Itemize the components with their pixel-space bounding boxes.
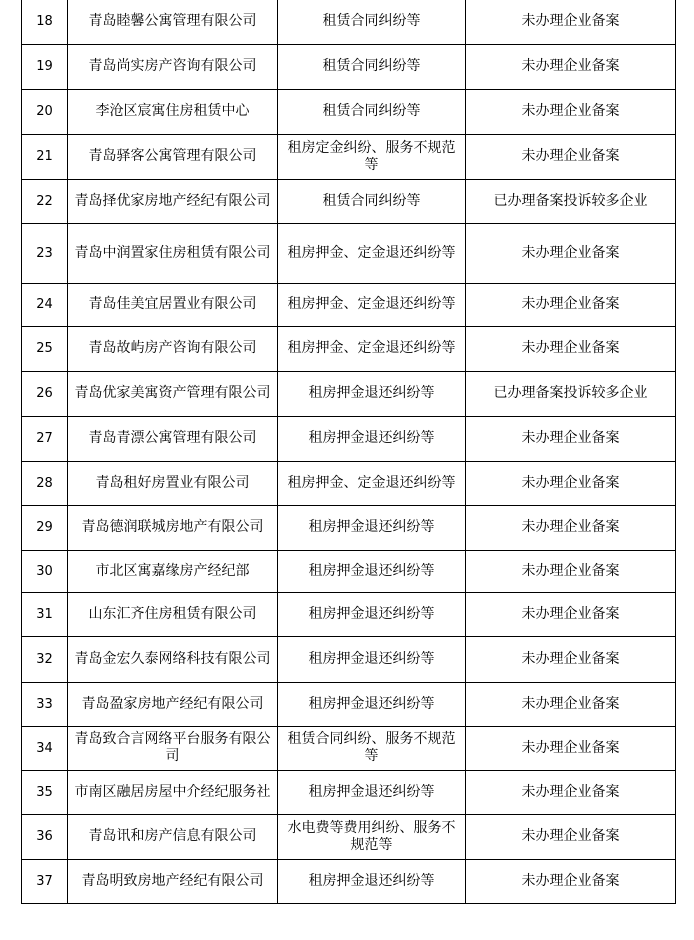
complaint-issue: 租房定金纠纷、服务不规范等 — [278, 134, 466, 179]
filing-status: 已办理备案投诉较多企业 — [466, 371, 676, 416]
company-name: 市北区寓嘉缘房产经纪部 — [68, 550, 278, 592]
filing-status: 未办理企业备案 — [466, 814, 676, 859]
table-row — [22, 89, 676, 134]
filing-status: 未办理企业备案 — [466, 283, 676, 326]
company-name: 李沧区宸寓住房租赁中心 — [68, 89, 278, 134]
company-name: 青岛驿客公寓管理有限公司 — [68, 134, 278, 179]
company-name: 青岛租好房置业有限公司 — [68, 461, 278, 505]
complaint-issue: 租房押金退还纠纷等 — [278, 636, 466, 682]
row-number: 25 — [22, 326, 68, 371]
table-row — [22, 461, 676, 505]
row-number: 23 — [22, 223, 68, 283]
table-row — [22, 636, 676, 682]
table-row — [22, 859, 676, 903]
company-name: 青岛睦馨公寓管理有限公司 — [68, 0, 278, 44]
complaint-issue: 租赁合同纠纷、服务不规范等 — [278, 726, 466, 770]
row-number: 28 — [22, 461, 68, 505]
company-name: 青岛金宏久泰网络科技有限公司 — [68, 636, 278, 682]
row-number: 37 — [22, 859, 68, 903]
complaint-issue: 租房押金退还纠纷等 — [278, 416, 466, 461]
company-name: 青岛尚实房产咨询有限公司 — [68, 44, 278, 89]
complaint-issue: 租房押金、定金退还纠纷等 — [278, 283, 466, 326]
table-row — [22, 0, 676, 44]
row-number: 26 — [22, 371, 68, 416]
table-row — [22, 505, 676, 550]
filing-status: 已办理备案投诉较多企业 — [466, 179, 676, 223]
company-name: 青岛青漂公寓管理有限公司 — [68, 416, 278, 461]
table-row — [22, 814, 676, 859]
filing-status: 未办理企业备案 — [466, 0, 676, 44]
filing-status: 未办理企业备案 — [466, 44, 676, 89]
complaint-issue: 租房押金退还纠纷等 — [278, 550, 466, 592]
row-number: 36 — [22, 814, 68, 859]
company-name: 青岛致合言网络平台服务有限公司 — [68, 726, 278, 770]
table-row — [22, 223, 676, 283]
table-row — [22, 682, 676, 726]
filing-status: 未办理企业备案 — [466, 682, 676, 726]
complaint-issue: 租房押金退还纠纷等 — [278, 371, 466, 416]
company-name: 青岛中润置家住房租赁有限公司 — [68, 223, 278, 283]
complaint-issue: 租赁合同纠纷等 — [278, 0, 466, 44]
filing-status: 未办理企业备案 — [466, 326, 676, 371]
filing-status: 未办理企业备案 — [466, 859, 676, 903]
row-number: 19 — [22, 44, 68, 89]
complaint-issue: 租房押金退还纠纷等 — [278, 682, 466, 726]
row-number: 24 — [22, 283, 68, 326]
row-number: 30 — [22, 550, 68, 592]
table-row — [22, 134, 676, 179]
company-name: 青岛讯和房产信息有限公司 — [68, 814, 278, 859]
filing-status: 未办理企业备案 — [466, 416, 676, 461]
row-number: 32 — [22, 636, 68, 682]
table-row — [22, 550, 676, 592]
table-row — [22, 726, 676, 770]
filing-status: 未办理企业备案 — [466, 592, 676, 636]
company-name: 青岛优家美寓资产管理有限公司 — [68, 371, 278, 416]
filing-status: 未办理企业备案 — [466, 550, 676, 592]
row-number: 35 — [22, 770, 68, 814]
filing-status: 未办理企业备案 — [466, 134, 676, 179]
company-name: 青岛明致房地产经纪有限公司 — [68, 859, 278, 903]
company-name: 青岛盈家房地产经纪有限公司 — [68, 682, 278, 726]
complaint-issue: 租赁合同纠纷等 — [278, 89, 466, 134]
company-name: 青岛佳美宜居置业有限公司 — [68, 283, 278, 326]
company-name: 青岛故屿房产咨询有限公司 — [68, 326, 278, 371]
row-number: 31 — [22, 592, 68, 636]
row-number: 27 — [22, 416, 68, 461]
table-row — [22, 371, 676, 416]
complaint-issue: 租房押金退还纠纷等 — [278, 505, 466, 550]
filing-status: 未办理企业备案 — [466, 636, 676, 682]
filing-status: 未办理企业备案 — [466, 726, 676, 770]
complaint-issue: 水电费等费用纠纷、服务不规范等 — [278, 814, 466, 859]
complaint-issue: 租房押金退还纠纷等 — [278, 592, 466, 636]
table-row — [22, 179, 676, 223]
filing-status: 未办理企业备案 — [466, 461, 676, 505]
table-row — [22, 416, 676, 461]
complaint-issue: 租房押金退还纠纷等 — [278, 770, 466, 814]
row-number: 21 — [22, 134, 68, 179]
row-number: 34 — [22, 726, 68, 770]
row-number: 20 — [22, 89, 68, 134]
complaint-issue: 租房押金、定金退还纠纷等 — [278, 326, 466, 371]
complaint-issue: 租赁合同纠纷等 — [278, 179, 466, 223]
company-name: 市南区融居房屋中介经纪服务社 — [68, 770, 278, 814]
row-number: 29 — [22, 505, 68, 550]
company-name: 青岛择优家房地产经纪有限公司 — [68, 179, 278, 223]
table-row — [22, 326, 676, 371]
table-body — [22, 0, 676, 903]
table-row — [22, 44, 676, 89]
complaint-issue: 租赁合同纠纷等 — [278, 44, 466, 89]
table-row — [22, 283, 676, 326]
filing-status: 未办理企业备案 — [466, 89, 676, 134]
company-name: 山东汇齐住房租赁有限公司 — [68, 592, 278, 636]
row-number: 33 — [22, 682, 68, 726]
filing-status: 未办理企业备案 — [466, 770, 676, 814]
complaint-issue: 租房押金退还纠纷等 — [278, 859, 466, 903]
row-number: 18 — [22, 0, 68, 44]
complaint-issue: 租房押金、定金退还纠纷等 — [278, 223, 466, 283]
table-row — [22, 592, 676, 636]
filing-status: 未办理企业备案 — [466, 505, 676, 550]
company-name: 青岛德润联城房地产有限公司 — [68, 505, 278, 550]
complaint-issue: 租房押金、定金退还纠纷等 — [278, 461, 466, 505]
complaint-table — [21, 0, 676, 904]
table-row — [22, 770, 676, 814]
filing-status: 未办理企业备案 — [466, 223, 676, 283]
row-number: 22 — [22, 179, 68, 223]
